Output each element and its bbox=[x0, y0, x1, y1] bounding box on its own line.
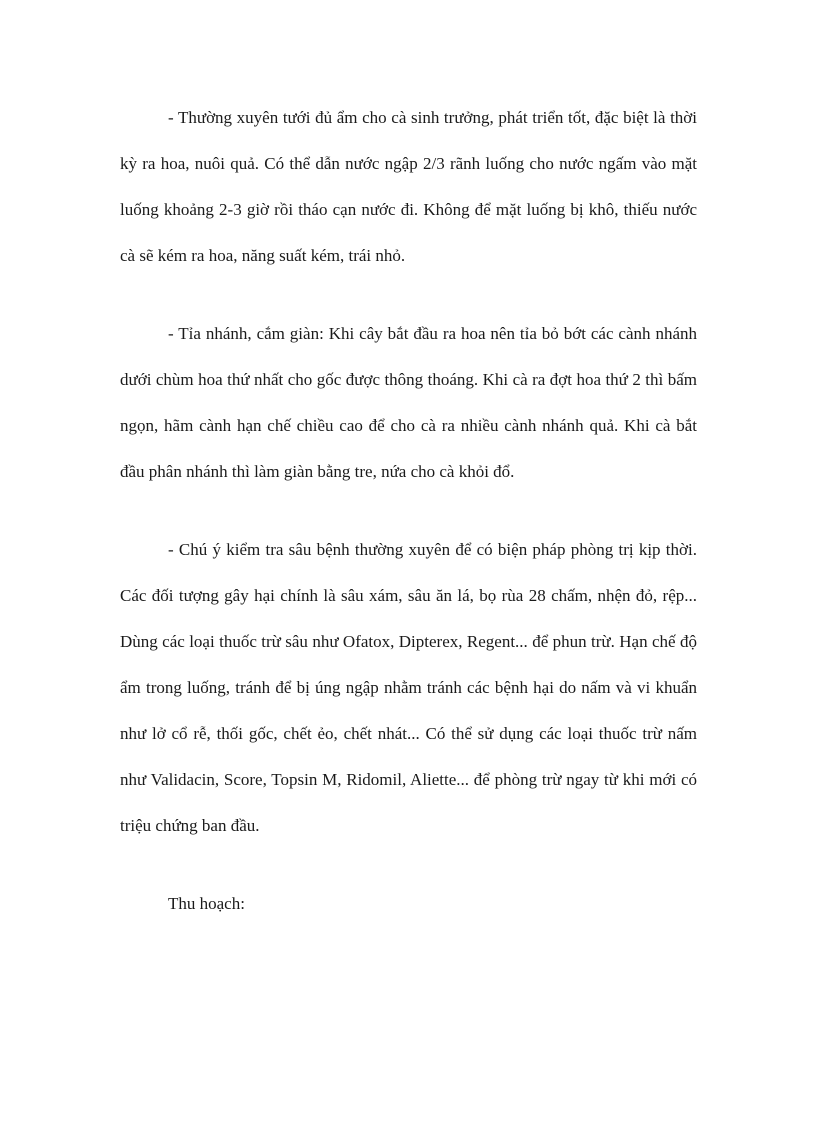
paragraph-watering: - Thường xuyên tưới đủ ẩm cho cà sinh trưởng, phát triển tốt, đặc biệt là thời kỳ ra hoa, nuôi quả. Có thể dẫn nước ngập 2/3 rãnh luống cho nước ngấm vào mặt luống khoảng 2-3 giờ rồi tháo cạn nước đi. Không để mặt luống bị khô, thiếu nước cà sẽ kém ra hoa, năng suất kém, trái nhỏ. bbox=[120, 108, 697, 265]
section-heading-harvest: Thu hoạch: bbox=[168, 894, 245, 913]
paragraph-gap bbox=[120, 495, 697, 527]
document-body bbox=[120, 95, 697, 927]
paragraph-pruning-trellis: - Tỉa nhánh, cắm giàn: Khi cây bắt đầu ra hoa nên tỉa bỏ bớt các cành nhánh dưới chùm hoa thứ nhất cho gốc được thông thoáng. Khi cà ra đợt hoa thứ 2 thì bấm ngọn, hãm cành hạn chế chiều cao để cho cà ra nhiều cành nhánh quả. Khi cà bắt đầu phân nhánh thì làm giàn bằng tre, nứa cho cà khỏi đổ. bbox=[120, 324, 697, 481]
paragraph-pest-control: - Chú ý kiểm tra sâu bệnh thường xuyên để có biện pháp phòng trị kịp thời. Các đối tượng gây hại chính là sâu xám, sâu ăn lá, bọ rùa 28 chấm, nhện đỏ, rệp... Dùng các loại thuốc trừ sâu như Ofatox, Dipterex, Regent... để phun trừ. Hạn chế độ ẩm trong luống, tránh để bị úng ngập nhằm tránh các bệnh hại do nấm và vi khuẩn như lở cổ rễ, thối gốc, chết ẻo, chết nhát... Có thể sử dụng các loại thuốc trừ nấm như Validacin, Score, Topsin M, Ridomil, Aliette... để phòng trừ ngay từ khi mới có triệu chứng ban đầu. bbox=[120, 540, 697, 835]
paragraph-gap bbox=[120, 849, 697, 881]
paragraph-gap bbox=[120, 279, 697, 311]
